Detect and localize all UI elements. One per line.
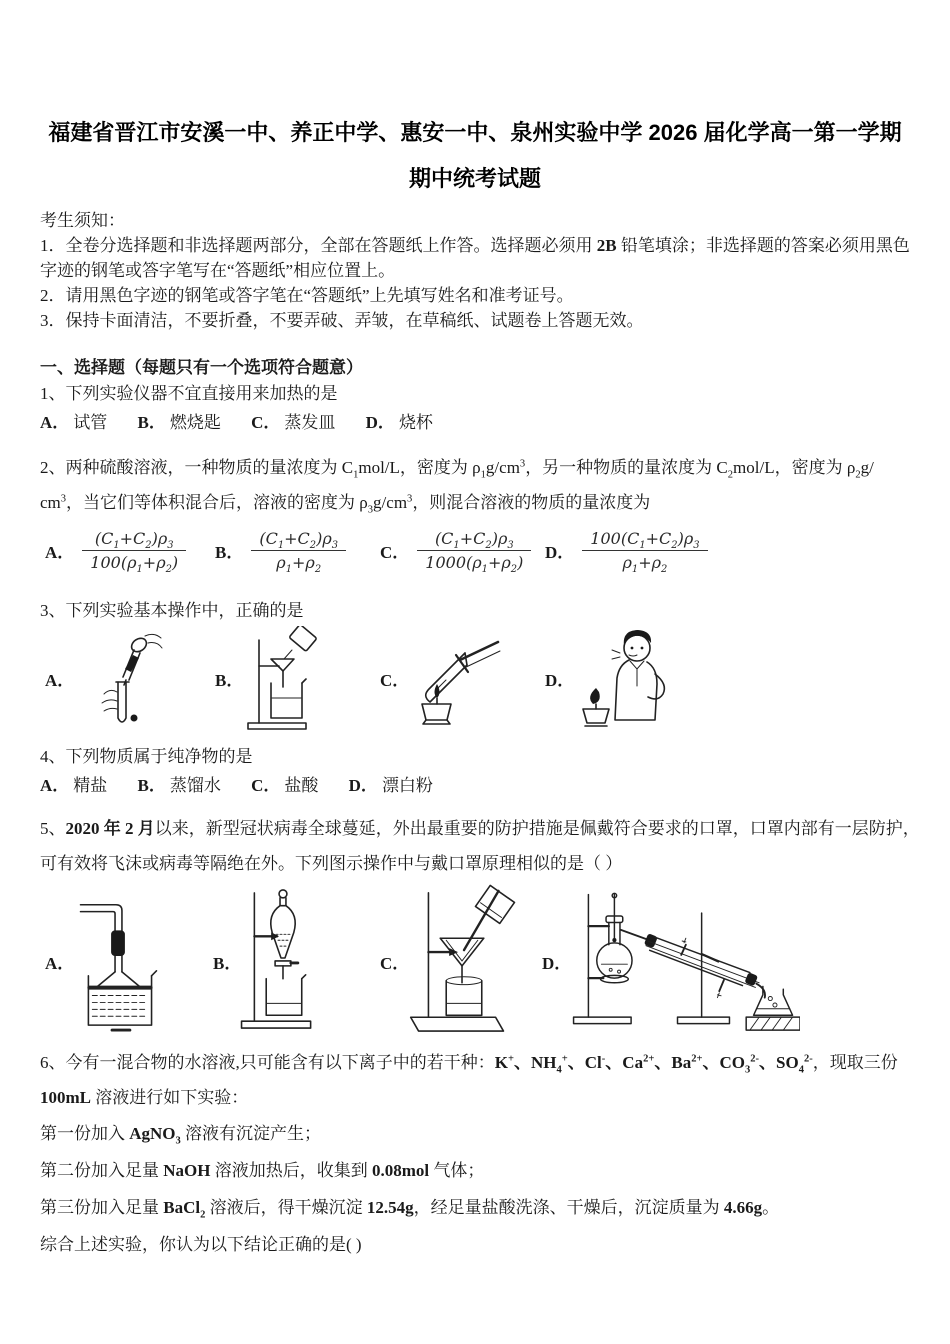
q2-option-c: C． $\frac{(C_1+C_2)\rho_3}{1000(\rho_1+\rho_2)}$: [380, 528, 531, 572]
q1-option-a: A． 试管: [40, 413, 108, 432]
q2-fraction-c: $\frac{(C_1+C_2)\rho_3}{1000(\rho_1+\rho_2)}$: [417, 528, 531, 572]
q2-option-d: D． $\frac{100(C_1+C_2)\rho_3}{\rho_1+\rho_2}$: [545, 528, 708, 572]
q5-figure-label-a: A．: [45, 954, 75, 973]
notice-item-3: 3．保持卡面清洁，不要折叠，不要弄破、弄皱，在草稿纸、试题卷上答题无效。: [40, 311, 644, 330]
q2-option-a: A． $\frac{(C_1+C_2)\rho_3}{100(\rho_1+\rho_2)}$: [45, 528, 186, 572]
q2-line-1: 2、两种硫酸溶液，一种物质的量浓度为 $C_1mol/L$，密度为 $\rho_1g/cm^3$，另一种物质的量浓度为 $C_2mol/L$，密度为 $\rho_2g/$: [40, 458, 874, 481]
question-1-options: [40, 410, 910, 436]
q6-experiment-3: 第三份加入足量 BaCl$_2$ 溶液后，得干燥沉淀 12.54g，经足量盐酸洗涤、干燥后，沉淀质量为 4.66g。: [40, 1198, 780, 1221]
question-5-text: [40, 811, 920, 881]
question-2-options: [40, 518, 910, 582]
q1-option-d: D． 烧杯: [365, 413, 433, 432]
q5-line-2: 可有效将飞沫或病毒等隔绝在外。下列图示操作中与戴口罩原理相似的是（ ）: [40, 854, 623, 873]
exam-title: [40, 110, 910, 202]
q5-figure-label-b: B．: [213, 954, 242, 973]
q3-figure-label-d: D．: [545, 671, 575, 690]
q6-conclusion: 综合上述实验，你认为以下结论正确的是( ): [40, 1235, 362, 1254]
question-3-text: 3、下列实验基本操作中，正确的是: [40, 601, 304, 620]
q2-option-b: B． $\frac{(C_1+C_2)\rho_3}{\rho_1+\rho_2}$: [215, 528, 346, 572]
q3-figure-label-a: A．: [45, 671, 75, 690]
q5-diagram-a-tube-inverted-funnel-beaker-icon: [72, 885, 164, 1035]
section-1-heading: 一、选择题（每题只有一个选项符合题意）: [40, 358, 363, 377]
q3-figure-label-b: B．: [215, 671, 244, 690]
q5-diagram-d-distillation-setup-icon: [568, 887, 800, 1034]
q3-diagram-b-pour-through-funnel-icon: [245, 626, 323, 734]
q6-experiment-1: 第一份加入 AgNO$_3$ 溶液有沉淀产生；: [40, 1124, 322, 1147]
q5-line-1: 5、2020 年 2 月以来，新型冠状病毒全球蔓延，外出最重要的防护措施是佩戴符合要求的口罩，口罩内部有一层防护，: [40, 819, 920, 838]
q6-line-1: 6、今有一混合物的水溶液,只可能含有以下离子中的若干种：K+、$NH_4^+$、Cl-、$Ca^{2+}$、$Ba^{2+}$、$CO_3^{2-}$、$SO_4^{2-}$，现取三份: [40, 1053, 898, 1076]
q2-fraction-b: $\frac{(C_1+C_2)\rho_3}{\rho_1+\rho_2}$: [251, 528, 346, 572]
notice-item-2: 2．请用黑色字迹的钢笔或答字笔在“答题纸”上先填写姓名和准考证号。: [40, 286, 574, 305]
q3-diagram-d-boy-extinguishing-lamp-icon: [575, 626, 670, 734]
exam-title-line1: 福建省晋江市安溪一中、养正中学、惠安一中、泉州实验中学 2026 届化学高一第一学期: [48, 120, 902, 145]
q5-figure-label-c: C．: [380, 954, 410, 973]
q5-diagram-c-filtration-setup-icon: [404, 881, 522, 1037]
q1-option-b: B． 燃烧匙: [137, 413, 221, 432]
notice-section: [40, 208, 910, 333]
q2-fraction-a: $\frac{(C_1+C_2)\rho_3}{100(\rho_1+\rho_2)}$: [82, 528, 186, 572]
q3-diagram-a-dropper-into-test-tube-icon: [82, 630, 167, 730]
q4-option-a: A． 精盐: [40, 776, 108, 795]
question-4-options: [40, 773, 910, 799]
q6-experiment-2: 第二份加入足量 NaOH 溶液加热后，收集到 0.08mol 气体；: [40, 1161, 485, 1180]
question-6-text: [40, 1045, 910, 1115]
question-5-figures: [40, 881, 910, 1039]
question-1-text: 1、下列实验仪器不宜直接用来加热的是: [40, 384, 338, 403]
q1-option-c: C． 蒸发皿: [251, 413, 336, 432]
q5-diagram-b-separating-funnel-icon: [238, 883, 326, 1033]
question-4-text: 4、下列物质属于纯净物的是: [40, 747, 253, 766]
q4-option-d: D． 漂白粉: [348, 776, 433, 795]
question-2-text: [40, 450, 910, 520]
q4-option-c: C． 盐酸: [251, 776, 319, 795]
notice-item-1: 1．全卷分选择题和非选择题两部分，全部在答题纸上作答。选择题必须用 2B 铅笔填涂；非选择题的答案必须用黑色字迹的钢笔或答字笔写在“答题纸”相应位置上。: [40, 236, 910, 280]
q2-fraction-d: $\frac{100(C_1+C_2)\rho_3}{\rho_1+\rho_2}$: [582, 528, 707, 572]
question-3-figures: [40, 624, 910, 736]
q3-diagram-c-heating-test-tube-icon: [410, 634, 502, 726]
q6-line-2: 100mL 溶液进行如下实验：: [40, 1088, 249, 1107]
exam-title-line2: 期中统考试题: [408, 166, 541, 191]
notice-heading: 考生须知：: [40, 211, 125, 230]
q4-option-b: B． 蒸馏水: [137, 776, 221, 795]
q2-line-2: $cm^3$，当它们等体积混合后，溶液的密度为 $\rho_3g/cm^3$，则混合溶液的物质的量浓度为: [40, 493, 651, 516]
q3-figure-label-c: C．: [380, 671, 410, 690]
q5-figure-label-d: D．: [542, 954, 572, 973]
